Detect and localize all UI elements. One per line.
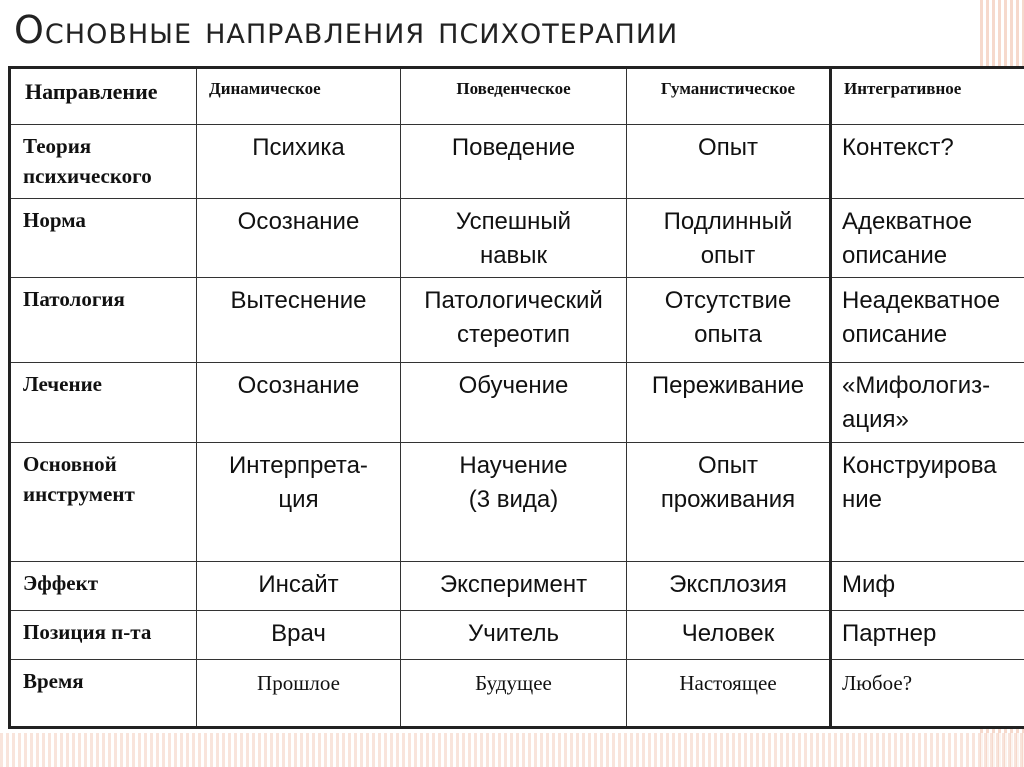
cell-integrative-cell: [831, 660, 1024, 728]
cell-dynamic-cell: [197, 443, 401, 562]
row-label: [11, 562, 196, 598]
cell-humanistic-line: проживания: [660, 486, 796, 513]
cell-humanistic-line: Опыт: [698, 452, 758, 479]
cell-humanistic-line: Переживание: [651, 372, 805, 399]
cell-humanistic-cell: [627, 199, 831, 278]
cell-integrative-line: «Мифологиз-: [842, 372, 991, 399]
cell-humanistic-line: Опыт: [698, 134, 758, 161]
cell-humanistic-line: Отсутствие: [664, 287, 792, 314]
cell-dynamic-cell: [197, 278, 401, 363]
cell-behavioral: [401, 660, 626, 700]
row-label: [11, 278, 196, 314]
cell-dynamic: [197, 562, 400, 602]
cell-integrative-line: ние: [842, 486, 883, 513]
row-label-cell: [10, 199, 197, 278]
cell-humanistic: [627, 363, 829, 403]
cell-behavioral: [401, 199, 626, 273]
cell-dynamic-line: Вытеснение: [230, 287, 367, 314]
cell-dynamic-cell: [197, 363, 401, 443]
cell-dynamic-line: Осознание: [237, 372, 360, 399]
cell-dynamic-line: ция: [278, 486, 319, 513]
cell-integrative-line: Контекст?: [842, 134, 954, 161]
cell-integrative-line: Неадекватное: [842, 287, 1001, 314]
cell-dynamic-line: Интерпрета-: [229, 452, 368, 479]
header-integrative-label: Интегративное: [844, 79, 962, 98]
cell-dynamic-cell: [197, 125, 401, 199]
cell-humanistic-line: Настоящее: [679, 671, 777, 695]
cell-humanistic-cell: [627, 443, 831, 562]
table-header-row: [10, 68, 1024, 125]
cell-behavioral-cell: [401, 443, 627, 562]
cell-dynamic-line: Осознание: [237, 208, 360, 235]
cell-humanistic: [627, 660, 829, 700]
row-label-line: Патология: [23, 287, 125, 311]
cell-humanistic: [627, 443, 829, 517]
cell-behavioral-line: Обучение: [458, 372, 569, 399]
table-row: [10, 562, 1024, 611]
cell-integrative-cell: [831, 125, 1024, 199]
row-label: [11, 611, 196, 647]
cell-behavioral-line: Учитель: [468, 620, 559, 647]
cell-integrative-cell: [831, 363, 1024, 443]
cell-humanistic-cell: [627, 278, 831, 363]
cell-behavioral-line: стереотип: [457, 321, 570, 348]
cell-behavioral-cell: [401, 199, 627, 278]
cell-integrative-line: описание: [842, 321, 948, 348]
header-dynamic-label: Динамическое: [209, 79, 321, 98]
cell-dynamic-line: Прошлое: [257, 671, 340, 695]
header-cell-dynamic: [197, 68, 401, 125]
cell-behavioral-line: (3 вида): [468, 486, 559, 513]
cell-behavioral: [401, 125, 626, 165]
cell-humanistic-cell: [627, 125, 831, 199]
row-label-line: Эффект: [23, 571, 99, 595]
cell-behavioral-cell: [401, 363, 627, 443]
cell-dynamic-cell: [197, 562, 401, 611]
header-behavioral-label: Поведенческое: [456, 79, 571, 98]
cell-humanistic-cell: [627, 363, 831, 443]
slide-title: Основные направления психотерапии: [14, 8, 679, 52]
cell-behavioral-line: Успешный: [455, 208, 572, 235]
cell-behavioral-line: Эксперимент: [439, 571, 588, 598]
cell-dynamic: [197, 199, 400, 239]
header-direction-label: Направление: [25, 79, 158, 104]
table-row: [10, 660, 1024, 728]
cell-behavioral-line: Патологический: [424, 287, 603, 314]
row-label-line: Теория: [23, 134, 92, 158]
row-label-line: инструмент: [23, 482, 135, 506]
cell-humanistic: [627, 611, 829, 651]
table-row: [10, 611, 1024, 660]
cell-behavioral-line: Научение: [459, 452, 568, 479]
cell-dynamic-line: Психика: [252, 134, 345, 161]
header-cell-behavioral: [401, 68, 627, 125]
cell-integrative: [832, 363, 1024, 437]
row-label-cell: [10, 660, 197, 728]
cell-humanistic-line: Человек: [681, 620, 775, 647]
row-label: [11, 660, 196, 696]
row-label-line: Лечение: [23, 372, 102, 396]
cell-behavioral: [401, 278, 626, 352]
cell-integrative-cell: [831, 611, 1024, 660]
header-cell-direction: [10, 68, 197, 125]
cell-integrative-line: описание: [842, 242, 948, 269]
cell-integrative: [832, 611, 1024, 651]
cell-integrative-line: Партнер: [842, 620, 937, 647]
row-label: [11, 363, 196, 399]
cell-humanistic: [627, 125, 829, 165]
cell-behavioral-cell: [401, 278, 627, 363]
row-label: [11, 125, 196, 191]
row-label-line: Время: [23, 669, 84, 693]
cell-integrative-line: Конструирова: [842, 452, 997, 479]
cell-behavioral-line: Поведение: [451, 134, 576, 161]
row-label-cell: [10, 562, 197, 611]
header-humanistic-label: Гуманистическое: [660, 79, 796, 98]
cell-integrative-line: ация»: [842, 406, 909, 433]
cell-humanistic-line: опыта: [694, 321, 762, 348]
cell-humanistic-line: Подлинный: [663, 208, 793, 235]
row-label-cell: [10, 443, 197, 562]
cell-humanistic: [627, 278, 829, 352]
row-label: [11, 443, 196, 509]
cell-integrative-cell: [831, 562, 1024, 611]
row-label-line: психического: [23, 164, 152, 188]
cell-behavioral-line: Будущее: [475, 671, 552, 695]
header-cell-integrative: [831, 68, 1024, 125]
cell-humanistic-line: опыт: [700, 242, 756, 269]
table-row: [10, 363, 1024, 443]
row-label-cell: [10, 278, 197, 363]
cell-dynamic-cell: [197, 611, 401, 660]
cell-behavioral-cell: [401, 562, 627, 611]
row-label-line: Основной: [23, 452, 117, 476]
cell-humanistic: [627, 562, 829, 602]
cell-dynamic: [197, 660, 400, 700]
cell-behavioral-cell: [401, 611, 627, 660]
cell-dynamic: [197, 278, 400, 318]
cell-integrative-line: Адекватное: [842, 208, 973, 235]
cell-humanistic-cell: [627, 660, 831, 728]
cell-integrative: [832, 278, 1024, 352]
cell-integrative: [832, 125, 1024, 165]
row-label-line: Норма: [23, 208, 86, 232]
header-cell-humanistic: [627, 68, 831, 125]
cell-integrative: [832, 562, 1024, 602]
cell-integrative-cell: [831, 443, 1024, 562]
table-row: [10, 125, 1024, 199]
table-row: [10, 278, 1024, 363]
cell-behavioral: [401, 611, 626, 651]
cell-integrative-cell: [831, 199, 1024, 278]
cell-integrative: [832, 443, 1024, 517]
cell-integrative-cell: [831, 278, 1024, 363]
cell-dynamic: [197, 443, 400, 517]
cell-dynamic: [197, 125, 400, 165]
cell-integrative: [832, 199, 1024, 273]
cell-behavioral: [401, 363, 626, 403]
cell-dynamic-line: Инсайт: [258, 571, 339, 598]
cell-integrative: [832, 660, 1024, 700]
cell-behavioral-line: навык: [479, 242, 548, 269]
cell-integrative-line: Любое?: [842, 671, 913, 695]
table-row: [10, 443, 1024, 562]
cell-dynamic-line: Врач: [271, 620, 326, 647]
row-label-cell: [10, 611, 197, 660]
cell-behavioral-cell: [401, 125, 627, 199]
psychotherapy-table: [8, 66, 1024, 729]
row-label-cell: [10, 363, 197, 443]
cell-behavioral: [401, 562, 626, 602]
decorative-stripes-bottom: [0, 733, 1024, 767]
cell-dynamic-cell: [197, 660, 401, 728]
row-label-line: Позиция п-та: [23, 620, 152, 644]
cell-behavioral-cell: [401, 660, 627, 728]
cell-dynamic: [197, 363, 400, 403]
cell-dynamic-cell: [197, 199, 401, 278]
cell-dynamic: [197, 611, 400, 651]
cell-behavioral: [401, 443, 626, 517]
cell-humanistic: [627, 199, 829, 273]
cell-humanistic-cell: [627, 562, 831, 611]
table-row: [10, 199, 1024, 278]
row-label-cell: [10, 125, 197, 199]
cell-humanistic-line: Эксплозия: [669, 571, 787, 598]
cell-integrative-line: Миф: [842, 571, 896, 598]
cell-humanistic-cell: [627, 611, 831, 660]
row-label: [11, 199, 196, 235]
